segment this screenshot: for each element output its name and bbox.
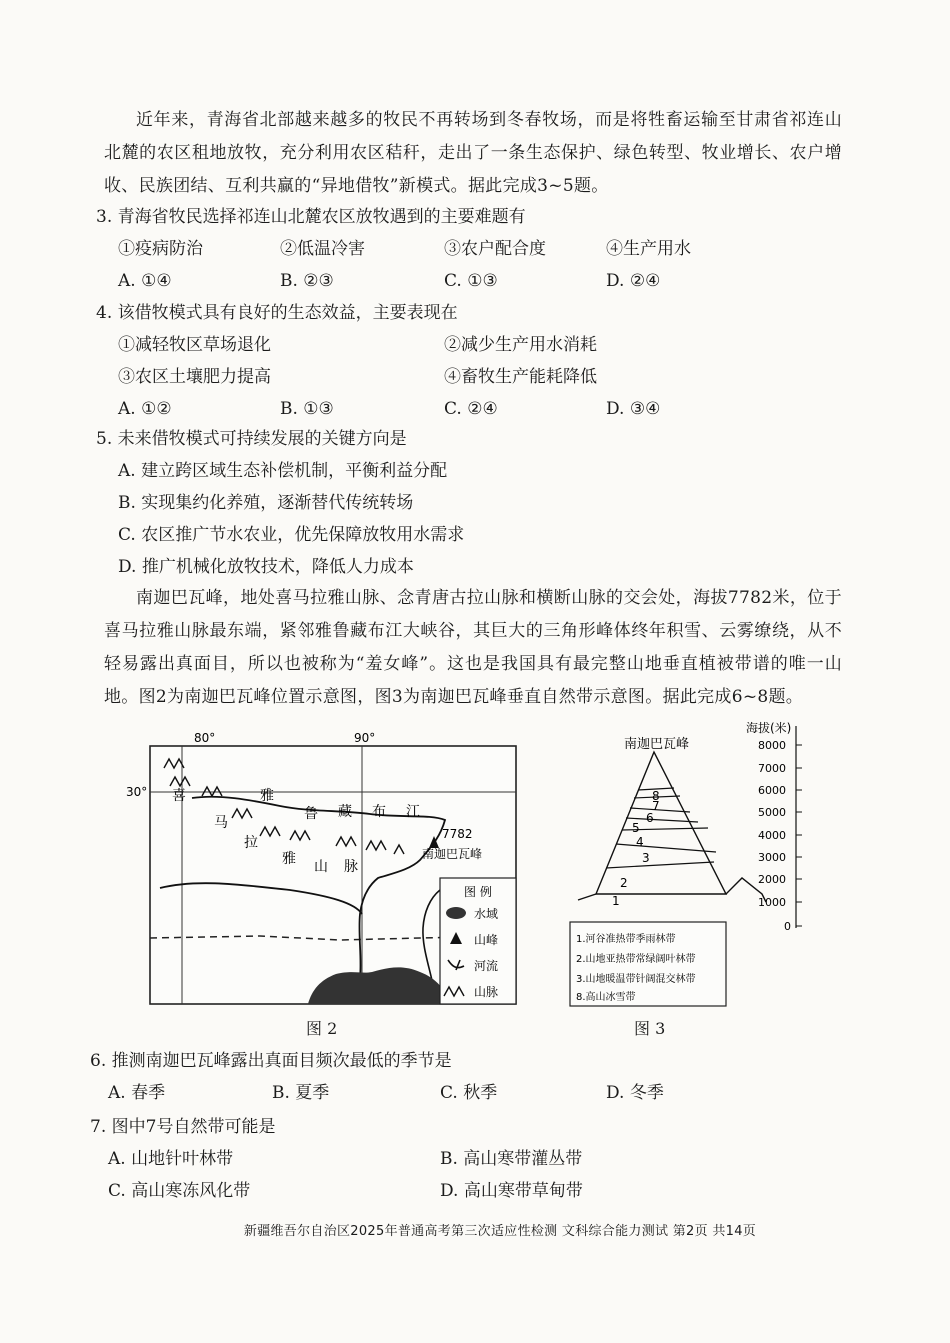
river-char-3: 藏 [338,804,352,820]
river-char-4: 布 [372,804,386,820]
zone-legend-8: 8.高山冰雪带 [576,992,636,1003]
zone-3-label: 3 [642,851,650,865]
peak-name: 南迦巴瓦峰 [422,847,483,861]
peak-elevation: 7782 [442,827,473,841]
q5-choice-b: B. 实现集约化养殖，逐渐替代传统转场 [118,493,414,513]
q3-choice-d: D. ②④ [606,271,661,291]
tick-6000: 6000 [758,784,786,797]
q6-choice-b: B. 夏季 [272,1083,330,1103]
zone-legend-1: 1.河谷准热带季雨林带 [576,934,676,945]
question-3-stem: 3. 青海省牧民选择祁连山北麓农区放牧遇到的主要难题有 [96,207,526,227]
q4-item-2: ②减少生产用水消耗 [444,335,597,355]
range-char-1: 喜 [172,788,186,804]
legend-water: 水域 [474,907,499,921]
tick-8000: 8000 [758,739,786,752]
zone-legend-2: 2.山地亚热带常绿阔叶林带 [576,954,696,965]
axis-title: 海拔(米) [746,721,792,735]
q4-choice-c: C. ②④ [444,399,498,419]
figure-3-caption: 图 3 [634,1019,666,1038]
zone-7-label: 7 [652,799,660,813]
legend-river: 河流 [474,959,499,973]
zone-8-label: 8 [652,789,660,803]
q4-choice-a: A. ①② [118,399,172,419]
fig3-title: 南迦巴瓦峰 [624,737,690,752]
q3-choice-c: C. ①③ [444,271,498,291]
tick-1000: 1000 [758,896,786,909]
q3-item-4: ④生产用水 [606,239,691,259]
q7-choice-a: A. 山地针叶林带 [108,1149,234,1169]
q3-item-3: ③农户配合度 [444,239,546,259]
figure-3-vertical-zones [566,712,816,1012]
q5-choice-a: A. 建立跨区域生态补偿机制，平衡利益分配 [118,461,448,481]
lon-90-label: 90° [354,731,376,745]
q3-choice-a: A. ①④ [118,271,172,291]
figure-2-map [126,728,526,1012]
q3-choice-b: B. ②③ [280,271,334,291]
zone-1-label: 1 [612,894,620,908]
mountain-outline [596,752,726,894]
q4-choice-b: B. ①③ [280,399,334,419]
range-char-5: 山 [314,859,328,875]
passage-herding: 近年来，青海省北部越来越多的牧民不再转场到冬春牧场，而是将牲畜运输至甘肃省祁连山北麓的农区租地放牧，充分利用农区秸秆，走出了一条生态保护、绿色转型、牧业增长、农户增收、民族团结、互利共赢的“异地借牧”新模式。据此完成3~5题。 [104,110,842,196]
zone-2-label: 2 [620,876,628,890]
q5-choice-d: D. 推广机械化放牧技术，降低人力成本 [118,557,414,577]
zone-5-label: 5 [632,821,640,835]
range-char-2: 马 [214,815,228,831]
zone-6-label: 6 [646,811,654,825]
tick-5000: 5000 [758,806,786,819]
river-char-2: 鲁 [304,806,318,822]
lat-30-label: 30° [126,785,148,799]
tick-7000: 7000 [758,762,786,775]
q5-choice-c: C. 农区推广节水农业，优先保障放牧用水需求 [118,525,465,545]
q6-choice-a: A. 春季 [108,1083,166,1103]
question-5-stem: 5. 未来借牧模式可持续发展的关键方向是 [96,429,407,449]
q4-item-3: ③农区土壤肥力提高 [118,367,271,387]
water-legend-icon [446,907,466,919]
zone-legend-3: 3.山地暖温带针阔混交林带 [576,974,696,985]
passage-namcha-barwa: 南迦巴瓦峰，地处喜马拉雅山脉、念青唐古拉山脉和横断山脉的交会处，海拔7782米，位于喜马拉雅山脉最东端，紧邻雅鲁藏布江大峡谷，其巨大的三角形峰体终年积雪、云雾缭绕，从不轻易露出真面目，所以也被称为“羞女峰”。这也是我国具有最完整山地垂直植被带谱的唯一山地。图2为南迦巴瓦峰位置示意图，图3为南迦巴瓦峰垂直自然带示意图。据此完成6~8题。 [104,588,842,707]
q7-choice-b: B. 高山寒带灌丛带 [440,1149,583,1169]
legend-range: 山脉 [474,985,499,999]
range-char-4: 雅 [282,851,296,867]
valley-outline [578,878,766,902]
question-7-stem: 7. 图中7号自然带可能是 [90,1117,276,1137]
q6-choice-c: C. 秋季 [440,1083,498,1103]
legend-peak: 山峰 [474,933,499,947]
axis-ticks [796,745,802,926]
figure-2-caption: 图 2 [306,1019,338,1038]
q4-choice-d: D. ③④ [606,399,661,419]
q6-choice-d: D. 冬季 [606,1083,664,1103]
lon-80-label: 80° [194,731,216,745]
tick-3000: 3000 [758,851,786,864]
q4-item-4: ④畜牧生产能耗降低 [444,367,597,387]
zone-4-label: 4 [636,835,644,849]
q7-choice-d: D. 高山寒带草甸带 [440,1181,583,1201]
river-char-5: 江 [406,804,420,820]
range-char-3: 拉 [244,835,258,851]
legend-title: 图 例 [464,885,492,899]
river-char-1: 雅 [260,788,274,804]
tick-0: 0 [784,920,791,933]
question-4-stem: 4. 该借牧模式具有良好的生态效益，主要表现在 [96,303,458,323]
q3-item-2: ②低温冷害 [280,239,365,259]
q7-choice-c: C. 高山寒冻风化带 [108,1181,251,1201]
range-char-6: 脉 [344,859,358,875]
page-footer: 新疆维吾尔自治区2025年普通高考第三次适应性检测 文科综合能力测试 第2页 共14页 [243,1224,757,1239]
tick-4000: 4000 [758,829,786,842]
question-6-stem: 6. 推测南迦巴瓦峰露出真面目频次最低的季节是 [90,1051,452,1071]
q4-item-1: ①减轻牧区草场退化 [118,335,271,355]
tick-2000: 2000 [758,873,786,886]
q3-item-1: ①疫病防治 [118,239,203,259]
